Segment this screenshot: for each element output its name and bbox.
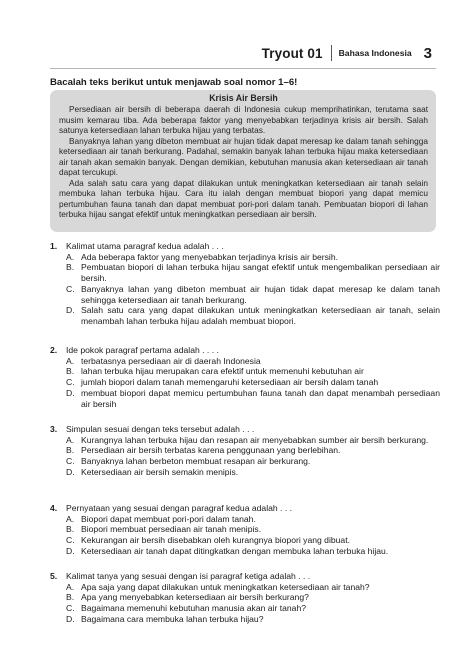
option-letter: C. bbox=[66, 283, 75, 294]
option-text: Ketersediaan air bersih semakin menipis. bbox=[81, 466, 239, 477]
option-b[interactable] bbox=[50, 445, 440, 456]
option-a[interactable] bbox=[50, 514, 440, 525]
option-letter: D. bbox=[66, 613, 75, 624]
option-text: lahan terbuka hijau merupakan cara efektif untuk memenuhi kebutuhan air bbox=[81, 366, 364, 377]
option-letter: A. bbox=[66, 355, 75, 366]
option-text: Persediaan air bersih terbatas karena penggunaan yang berlebihan. bbox=[81, 445, 341, 456]
option-c[interactable] bbox=[50, 535, 440, 546]
question-5 bbox=[50, 571, 440, 625]
question-3 bbox=[50, 424, 440, 478]
option-b[interactable] bbox=[50, 524, 440, 535]
question-stem: Ide pokok paragraf pertama adalah . . . . bbox=[66, 345, 219, 355]
option-text: Salah satu cara yang dapat dilakukan untuk meningkatkan ketersediaan air tanah, selain menambah lahan terbuka hijau adalah membuat biopori. bbox=[81, 305, 440, 326]
option-text: Apa saja yang dapat dilakukan untuk meningkatkan ketersediaan air tanah? bbox=[81, 581, 370, 592]
question-stem: Pernyataan yang sesuai dengan paragraf kedua adalah . . . bbox=[66, 503, 292, 513]
option-c[interactable] bbox=[50, 284, 440, 305]
option-d[interactable] bbox=[50, 305, 440, 326]
option-letter: D. bbox=[66, 387, 75, 398]
page-number: 3 bbox=[423, 44, 432, 62]
question-stem: Kalimat utama paragraf kedua adalah . . . bbox=[66, 241, 224, 251]
question-stem: Kalimat tanya yang sesuai dengan isi paragraf ketiga adalah . . . bbox=[66, 571, 311, 581]
option-text: Biopori membuat persediaan air tanah menipis. bbox=[81, 524, 262, 535]
option-letter: C. bbox=[66, 377, 75, 388]
header-rule bbox=[50, 68, 436, 69]
page-header bbox=[262, 44, 432, 62]
option-b[interactable] bbox=[50, 366, 440, 377]
option-c[interactable] bbox=[50, 603, 440, 614]
option-text: Biopori dapat membuat pori-pori dalam tanah. bbox=[81, 513, 256, 524]
instruction-text: Bacalah teks berikut untuk menjawab soal nomor 1–6! bbox=[50, 77, 298, 88]
question-number: 4. bbox=[50, 503, 58, 513]
option-letter: D. bbox=[66, 466, 75, 477]
option-letter: C. bbox=[66, 603, 75, 614]
option-a[interactable] bbox=[50, 435, 440, 446]
option-d[interactable] bbox=[50, 467, 440, 478]
question-number: 5. bbox=[50, 571, 58, 581]
option-text: Banyaknya lahan yang dibeton membuat air hujan tidak dapat meresap ke dalam tanah sehingga ketersediaan air tanah berkurang. bbox=[81, 283, 440, 305]
option-letter: A. bbox=[66, 434, 75, 445]
option-letter: B. bbox=[66, 262, 75, 273]
option-a[interactable] bbox=[50, 582, 440, 593]
passage-title: Krisis Air Bersih bbox=[209, 93, 278, 103]
option-text: Kekurangan air bersih disebabkan oleh kurangnya biopori yang dibuat. bbox=[81, 535, 350, 546]
option-d[interactable] bbox=[50, 546, 440, 557]
option-a[interactable] bbox=[50, 252, 440, 263]
reading-passage bbox=[50, 90, 436, 232]
option-text: Banyaknya lahan berbeton membuat resapan air berkurang. bbox=[81, 456, 311, 467]
option-letter: C. bbox=[66, 535, 75, 546]
option-letter: A. bbox=[66, 251, 75, 262]
option-text: Bagaimana memenuhi kebutuhan manusia akan air tanah? bbox=[81, 603, 307, 614]
option-text: Ada beberapa faktor yang menyebabkan terjadinya krisis air bersih. bbox=[81, 251, 339, 262]
option-text: Kurangnya lahan terbuka hijau dan resapan air menyebabkan sumber air bersih berkurang. bbox=[81, 434, 429, 445]
question-number: 2. bbox=[50, 345, 58, 355]
option-letter: D. bbox=[66, 545, 75, 556]
option-text: terbatasnya persediaan air di daerah Indonesia bbox=[81, 355, 261, 366]
option-b[interactable] bbox=[50, 262, 440, 283]
question-stem: Simpulan sesuai dengan teks tersebut adalah . . . bbox=[66, 424, 255, 434]
option-letter: D. bbox=[66, 305, 75, 316]
option-text: Bagaimana cara membuka lahan terbuka hijau? bbox=[81, 613, 264, 624]
option-letter: A. bbox=[66, 581, 75, 592]
question-2 bbox=[50, 345, 440, 409]
question-number: 3. bbox=[50, 424, 58, 434]
option-b[interactable] bbox=[50, 592, 440, 603]
option-d[interactable] bbox=[50, 614, 440, 625]
option-d[interactable] bbox=[50, 388, 440, 409]
option-c[interactable] bbox=[50, 456, 440, 467]
tryout-title: Tryout 01 bbox=[261, 45, 323, 61]
option-letter: A. bbox=[66, 513, 75, 524]
option-letter: B. bbox=[66, 592, 75, 603]
question-1 bbox=[50, 241, 440, 327]
option-c[interactable] bbox=[50, 377, 440, 388]
question-number: 1. bbox=[50, 241, 58, 251]
option-text: membuat biopori dapat memicu pertumbuhan fauna tanah dan dapat menambah persediaan air bersih bbox=[81, 387, 440, 409]
passage-paragraph: Ada salah satu cara yang dapat dilakukan untuk meningkatkan ketersediaan air tanah selain membuka lahan terbuka hijau. Cara itu ialah dengan membuat biopori yang dapat memicu pertumbuhan fauna tanah dan dapat membuat pori-pori dalam tanah. Pembuatan biopori di lahan terbuka hijau sangat efektif untuk meningkatkan persediaan air bersih. bbox=[59, 177, 428, 219]
option-letter: C. bbox=[66, 456, 75, 467]
option-text: Pembuatan biopori di lahan terbuka hijau sangat efektif untuk mengembalikan persediaan air bersih. bbox=[81, 262, 440, 284]
option-text: Ketersediaan air tanah dapat ditingkatkan dengan membuka lahan terbuka hijau. bbox=[81, 545, 389, 556]
option-a[interactable] bbox=[50, 356, 440, 367]
option-letter: B. bbox=[66, 445, 75, 456]
question-4 bbox=[50, 503, 440, 557]
passage-paragraph: Banyaknya lahan yang dibeton membuat air hujan tidak dapat meresap ke dalam tanah sehingga ketersediaan air tanah berkurang. Padahal, semakin banyak lahan terbuka hijau maka ketersediaan air tanah akan semakin banyak. Dengan demikian, kebutuhan manusia akan ketersediaan air tanah dapat tercukupi. bbox=[59, 135, 428, 177]
option-text: Apa yang menyebabkan ketersediaan air bersih berkurang? bbox=[81, 592, 309, 603]
header-divider bbox=[331, 45, 332, 61]
option-letter: B. bbox=[66, 524, 75, 535]
option-text: jumlah biopori dalam tanah memengaruhi ketersediaan air bersih dalam tanah bbox=[81, 377, 379, 388]
passage-paragraph: Persediaan air bersih di beberapa daerah di Indonesia cukup memprihatinkan, terutama saat musim kemarau tiba. Ada beberapa faktor yang menyebabkan terjadinya krisis air bersih. Salah satunya ketersediaan lahan terbuka hijau yang terbatas. bbox=[59, 104, 428, 135]
subject-label: Bahasa Indonesia bbox=[338, 48, 412, 58]
option-letter: B. bbox=[66, 366, 75, 377]
